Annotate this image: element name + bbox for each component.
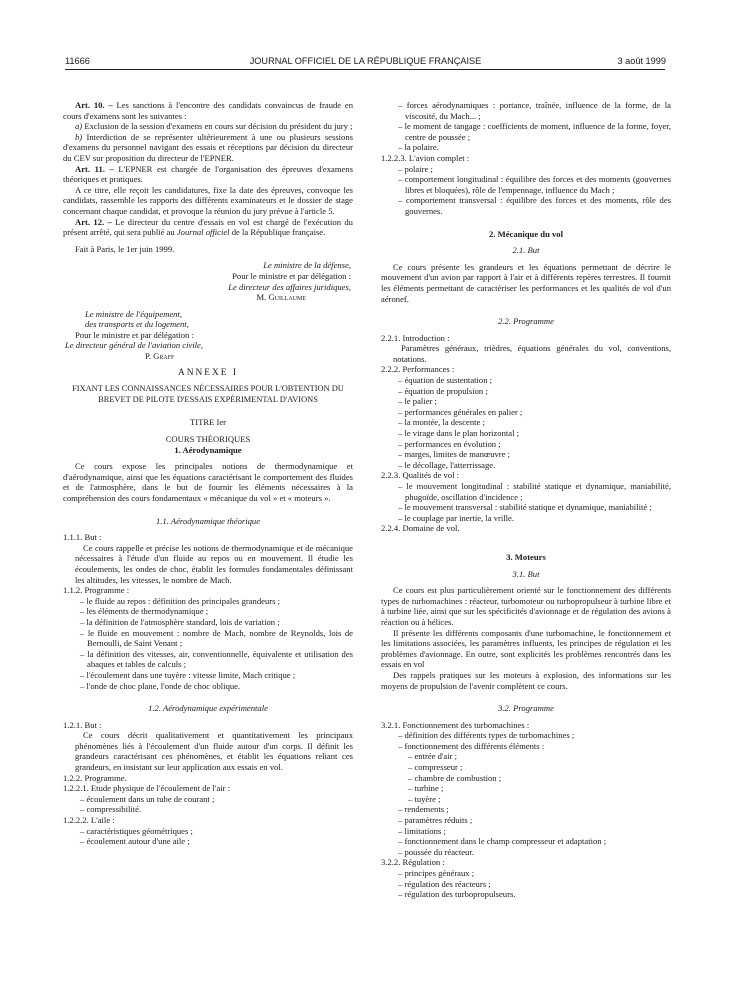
list-item: – comportement transversal : équilibre des forces et des moments, rôle des gouvernes.: [398, 195, 671, 216]
list-item: – tuyère ;: [408, 793, 441, 804]
section-2-2-4-label: 2.2.4. Domaine de vol.: [381, 523, 460, 534]
list-item: – régulation des réacteurs ;: [398, 878, 491, 889]
list-item: – le fluide au repos : définition des principales grandeurs ;: [80, 595, 280, 606]
art10-lead: Art. 10. –: [75, 100, 113, 110]
art11-lead: Art. 11. –: [75, 163, 114, 174]
list-item: – performances en évolution ;: [398, 438, 501, 449]
list-item: – compressibilité.: [80, 804, 142, 815]
list-item: – rendements ;: [398, 804, 449, 815]
sig2-line4: Le directeur général de l'aviation civile,: [65, 340, 204, 351]
section-1-2-1-text: Ce cours décrit qualitativement et quantitativement les principaux phénomènes liés à l'écoulement d'un fluide autour d'un corps. Il définit les grandeurs caractérisant ces phénomènes, et établit les équations reliant ces grandeurs, en insistant sur leur application aux essais en vol.: [75, 730, 353, 773]
section-3-2-1-list: [381, 730, 671, 857]
list-item: – équation de sustentation ;: [398, 375, 493, 386]
list-item: – la polaire.: [398, 142, 439, 153]
art11-text: L'EPNER est chargée de l'organisation des épreuves d'examens théoriques et pratiques.: [63, 163, 353, 185]
section-1-2-heading: 1.2. Aérodynamique expérimentale: [148, 703, 268, 714]
list-item: – performances générales en palier ;: [398, 406, 523, 417]
section-1-1-1-text: Ce cours rappelle et précise les notions de thermodynamique et de mécanique nécessaires à l'étude d'un fluide au repos ou en mouvement. Il étudie les écoulements, les ondes de choc, établit les formules fondamentales définissant les altitudes, les vitesses, le nombre de Mach.: [75, 542, 353, 585]
section-1-1-1-label: 1.1.1. But :: [63, 532, 102, 543]
section-3-1-p2: Il présente les différents composants d'une turbomachine, le fonctionnement et les limitations associées, les paramètres influents, les principes de régulation et les problèmes d'avionnage. En outre, sont explicités les problèmes rencontrés dans les essais en vol: [381, 627, 671, 670]
list-item: – paramètres réduits ;: [398, 815, 473, 826]
list-item: – limitations ;: [398, 825, 446, 836]
section-2-2-2-label: 2.2.2. Performances :: [381, 364, 455, 375]
art12-jo: Journal officiel: [176, 227, 230, 238]
issue-date: 3 août 1999: [617, 56, 666, 66]
sig2-name: P. Graff: [145, 351, 175, 362]
article-10: [63, 100, 353, 121]
list-item: – les éléments de thermodynamique ;: [80, 606, 209, 617]
list-item: – entrée d'air ;: [408, 751, 458, 762]
list-item: – le virage dans le plan horizontal ;: [398, 428, 519, 439]
section-1-1-2-label: 1.1.2. Programme :: [63, 585, 130, 596]
article-11: [63, 164, 353, 185]
sig1-name: M. Guillaume: [256, 292, 306, 303]
art10-text: Les sanctions à l'encontre des candidats convaincus de fraude en cours d'examens sont les suivantes :: [63, 100, 353, 121]
list-item: – la montée, la descente ;: [398, 417, 485, 428]
art12-end: de la République française.: [229, 227, 326, 238]
sub-list: [393, 751, 671, 804]
art10-b: [63, 132, 353, 164]
section-2-2-3-list: [381, 481, 671, 523]
section-1-2-2-1-list: [63, 794, 353, 815]
art10-a: [63, 121, 353, 132]
sig2-line1: Le ministre de l'équipement,: [85, 308, 182, 319]
section-1-text: Ce cours expose les principales notions de thermodynamique et d'aérodynamique, ainsi que les équations caractérisant le comportement des fluides et de l'atmosphère, dans le but de fournir les éléments nécessaires à la compréhension des cours fondamentaux « mécanique du vol » et « moteurs ».: [63, 461, 353, 503]
sig2-line2: des transports et du logement,: [85, 319, 189, 330]
section-1-2-2-2-label: 1.2.2.2. L'aile :: [63, 815, 115, 826]
section-3-1-text: Ce cours est plus particulièrement orienté sur le fonctionnement des différents types de turbomachines : réacteur, turbomoteur ou turbopropulseur à turbine libre et à turbine liée, ainsi que sur les spécificités d'avionnage et de régulation des avions à réaction ou à hélices.: [381, 585, 671, 627]
list-item: – comportement longitudinal : équilibre des forces et des moments (gouvernes libres et bloquées), rôle de l'empennage, influence du Mach ;: [398, 174, 671, 195]
list-item: – régulation des turbopropulseurs.: [398, 889, 516, 900]
list-item: – compresseur ;: [408, 762, 463, 773]
section-3-2-2-label: 3.2.2. Régulation :: [381, 857, 445, 868]
top-list: [381, 100, 671, 153]
page-number: 11666: [65, 56, 90, 66]
art10-b-text: Interdiction de se représenter ultérieurement à une ou plusieurs sessions d'examens du personnel navigant des essais et réceptions par décision du directeur du CEV sur proposition du directeur de l'EPNER.: [63, 131, 353, 163]
sig2-line3: Pour le ministre et par délégation :: [75, 329, 194, 340]
article-12: [63, 217, 353, 238]
list-item: – poussée du réacteur.: [398, 846, 474, 857]
section-3-2-2-list: [381, 868, 671, 900]
section-1-1-heading: 1.1. Aérodynamique théorique: [155, 515, 261, 526]
section-3-1-p3: Des rappels pratiques sur les moteurs à explosion, des informations sur les moyens de propulsion de l'avenir complètent ce cours.: [381, 669, 671, 691]
list-item: – la définition des vitesses, air, conventionnelle, équivalente et utilisation des abaques et tables de calculs ;: [80, 648, 353, 670]
list-item: – définition des différents types de turbomachines ;: [398, 730, 575, 741]
section-2-2-1-text: Paramètres généraux, trièdres, équations générales du vol, conventions, notations.: [393, 343, 671, 364]
section-1-2-1-label: 1.2.1. But :: [63, 719, 102, 730]
list-item: – fonctionnement des différents éléments :: [398, 740, 545, 751]
section-2-2-2-list: [381, 375, 671, 470]
list-item: – l'écoulement dans une tuyère : vitesse limite, Mach critique ;: [80, 669, 296, 680]
titre-heading: TITRE Ier: [189, 417, 227, 428]
list-item: – le mouvement transversal : stabilité statique et dynamique, maniabilité ;: [398, 502, 652, 513]
section-3-2-heading: 3.2. Programme: [498, 703, 554, 714]
section-2-heading: 2. Mécanique du vol: [488, 228, 563, 239]
list-item: – l'onde de choc plane, l'onde de choc oblique.: [80, 680, 241, 691]
list-item: – principes généraux ;: [398, 868, 475, 878]
sig1-line3: Le directeur des affaires juridiques,: [228, 281, 351, 292]
art12-text: Le directeur du centre d'essais en vol est chargé de l'exécution du présent arrêté, qui sera publié au: [63, 216, 353, 238]
section-2-2-heading: 2.2. Programme: [498, 316, 554, 327]
journal-title: JOURNAL OFFICIEL DE LA RÉPUBLIQUE FRANÇAISE: [249, 56, 482, 66]
list-item: – polaire ;: [398, 163, 433, 174]
list-item: – turbine ;: [408, 783, 444, 794]
art10-a-text: Exclusion de la session d'examens en cours sur décision du président du jury ;: [82, 121, 353, 132]
section-2-2-1-label: 2.2.1. Introduction :: [381, 332, 450, 343]
sig1-line2: Pour le ministre et par délégation :: [232, 270, 351, 281]
annexe-subtitle: FIXANT LES CONNAISSANCES NÉCESSAIRES POUR L'OBTENTION DU BREVET DE PILOTE D'ESSAIS EXPÉRIMENTAL D'AVIONS: [72, 384, 344, 404]
list-item: – le mouvement longitudinal : stabilité statique et dynamique, maniabilité, phugoïde, oscillation d'incidence ;: [398, 481, 671, 502]
art10-a-lead: a): [75, 121, 83, 132]
cours-heading: COURS THÉORIQUES: [165, 434, 251, 445]
section-1-heading: 1. Aérodynamique: [174, 444, 242, 455]
annexe-title: ANNEXE I: [177, 367, 238, 378]
signature-block-equipement: [63, 309, 353, 362]
list-item: – le couplage par inertie, la vrille.: [398, 512, 514, 523]
list-item: – écoulement dans un tube de courant ;: [80, 793, 215, 804]
section-2-2-3-label: 2.2.3. Qualités de vol :: [381, 470, 460, 481]
list-item: – le décollage, l'atterrissage.: [398, 459, 496, 470]
section-1-1-2-list: [63, 596, 353, 691]
section-1-2-2-3-label: 1.2.2.3. L'avion complet :: [381, 152, 470, 163]
section-1-2-2-2-list: [63, 826, 353, 847]
section-2-1-heading: 2.1. But: [512, 245, 540, 256]
section-2-1-text: Ce cours présente les grandeurs et les équations permettant de décrire le mouvement d'un avion par rapport à l'air et à différents repères terrestres. Il fournit les éléments permettant de caractériser les performances et les qualités de vol d'un aéronef.: [381, 261, 671, 304]
list-item: – le fluide en mouvement : nombre de Mach, nombre de Reynolds, lois de Bernoulli, de Saint Venant ;: [80, 627, 353, 649]
signature-date: Fait à Paris, le 1er juin 1999.: [75, 243, 175, 254]
art10-b-lead: b): [75, 131, 83, 142]
list-item: – écoulement autour d'une aile ;: [80, 836, 190, 847]
right-column: [381, 100, 671, 900]
section-1-2-2-1-label: 1.2.2.1. Etude physique de l'écoulement de l'air :: [63, 783, 231, 794]
list-item: – chambre de combustion ;: [408, 772, 502, 783]
list-item: – équation de propulsion ;: [398, 385, 488, 396]
section-1-2-2-label: 1.2.2. Programme.: [63, 772, 127, 783]
list-item: – fonctionnement dans le champ compresseur et adaptation ;: [398, 836, 607, 847]
section-1-2-2-3-list: [381, 164, 671, 217]
section-3-2-1-label: 3.2.1. Fonctionnement des turbomachines :: [381, 719, 530, 730]
section-3-heading: 3. Moteurs: [506, 551, 546, 562]
list-item: – la définition de l'atmosphère standard, lois de variation ;: [80, 616, 280, 627]
header-rule: [65, 69, 665, 70]
art11-p2: A ce titre, elle reçoit les candidatures, fixe la date des épreuves, convoque les candidats, rassemble les rapports des différents examinateurs et le dossier de stage concernant chaque candidat, et provoque la réunion du jury prévue à l'article 5.: [63, 184, 353, 216]
list-item: – le palier ;: [398, 396, 437, 407]
sig1-line1: Le ministre de la défense,: [263, 260, 351, 271]
list-item: – marges, limites de manœuvre ;: [398, 449, 511, 460]
section-3-1-heading: 3.1. But: [512, 568, 540, 579]
art12-lead: Art. 12. –: [75, 216, 112, 227]
signature-block-defense: [63, 260, 353, 302]
left-column: [63, 100, 353, 847]
list-item: – caractéristiques géométriques ;: [80, 825, 193, 836]
list-item: – forces aérodynamiques : portance, traînée, influence de la forme, de la viscosité, du Mach... ;: [398, 100, 671, 121]
list-item: – le moment de tangage : coefficients de moment, influence de la forme, foyer, centre de poussée ;: [398, 121, 672, 142]
